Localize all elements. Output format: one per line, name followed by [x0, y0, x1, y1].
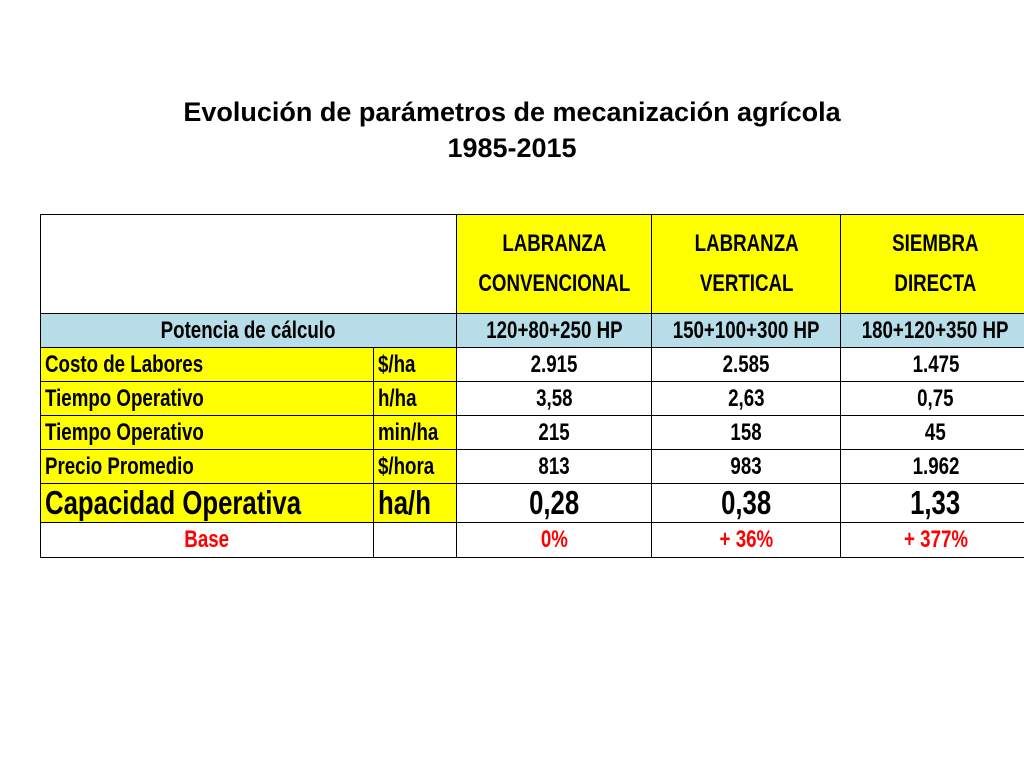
row-unit-cell: ha/h [374, 484, 456, 523]
row-value-cell: 0,28 [456, 484, 652, 523]
base-value-cell: + 377% [841, 523, 1024, 558]
table-row [41, 416, 1024, 450]
row-value-cell: 1,33 [841, 484, 1024, 523]
row-value-cell: 983 [652, 450, 841, 484]
header-row [41, 215, 1024, 314]
table-row [41, 484, 1024, 523]
row-label-cell: Tiempo Operativo [41, 382, 374, 416]
row-label-cell: Precio Promedio [41, 450, 374, 484]
row-unit-cell: $/ha [374, 348, 456, 382]
row-value-cell: 1.475 [841, 348, 1024, 382]
base-value-cell: + 36% [652, 523, 841, 558]
base-unit-cell [374, 523, 456, 558]
header-labranza-vertical: LABRANZA VERTICAL [652, 215, 841, 314]
row-value-cell: 813 [456, 450, 652, 484]
row-label-cell: Tiempo Operativo [41, 416, 374, 450]
table-row [41, 348, 1024, 382]
row-value-cell: 3,58 [456, 382, 652, 416]
table-row [41, 382, 1024, 416]
power-label-cell: Potencia de cálculo [41, 314, 457, 348]
row-unit-cell: $/hora [374, 450, 456, 484]
table-row [41, 450, 1024, 484]
base-label-cell: Base [41, 523, 374, 558]
row-value-cell: 1.962 [841, 450, 1024, 484]
title-line-2: 1985-2015 [447, 133, 577, 163]
header-labranza-convencional: LABRANZA CONVENCIONAL [456, 215, 652, 314]
row-unit-cell: h/ha [374, 382, 456, 416]
row-value-cell: 45 [841, 416, 1024, 450]
power-value-cell: 150+100+300 HP [652, 314, 841, 348]
row-value-cell: 0,75 [841, 382, 1024, 416]
row-unit-cell: min/ha [374, 416, 456, 450]
row-value-cell: 2.915 [456, 348, 652, 382]
base-value-cell: 0% [456, 523, 652, 558]
parameters-table [40, 214, 1024, 558]
header-empty-cell [41, 215, 457, 314]
power-row [41, 314, 1024, 348]
page-title [0, 94, 1024, 166]
power-value-cell: 120+80+250 HP [456, 314, 652, 348]
power-value-cell: 180+120+350 HP [841, 314, 1024, 348]
base-row [41, 523, 1024, 558]
row-value-cell: 215 [456, 416, 652, 450]
row-label-cell: Capacidad Operativa [41, 484, 374, 523]
title-line-1: Evolución de parámetros de mecanización agrícola [183, 97, 841, 127]
row-value-cell: 158 [652, 416, 841, 450]
row-label-cell: Costo de Labores [41, 348, 374, 382]
row-value-cell: 0,38 [652, 484, 841, 523]
row-value-cell: 2,63 [652, 382, 841, 416]
header-siembra-directa: SIEMBRA DIRECTA [841, 215, 1024, 314]
row-value-cell: 2.585 [652, 348, 841, 382]
